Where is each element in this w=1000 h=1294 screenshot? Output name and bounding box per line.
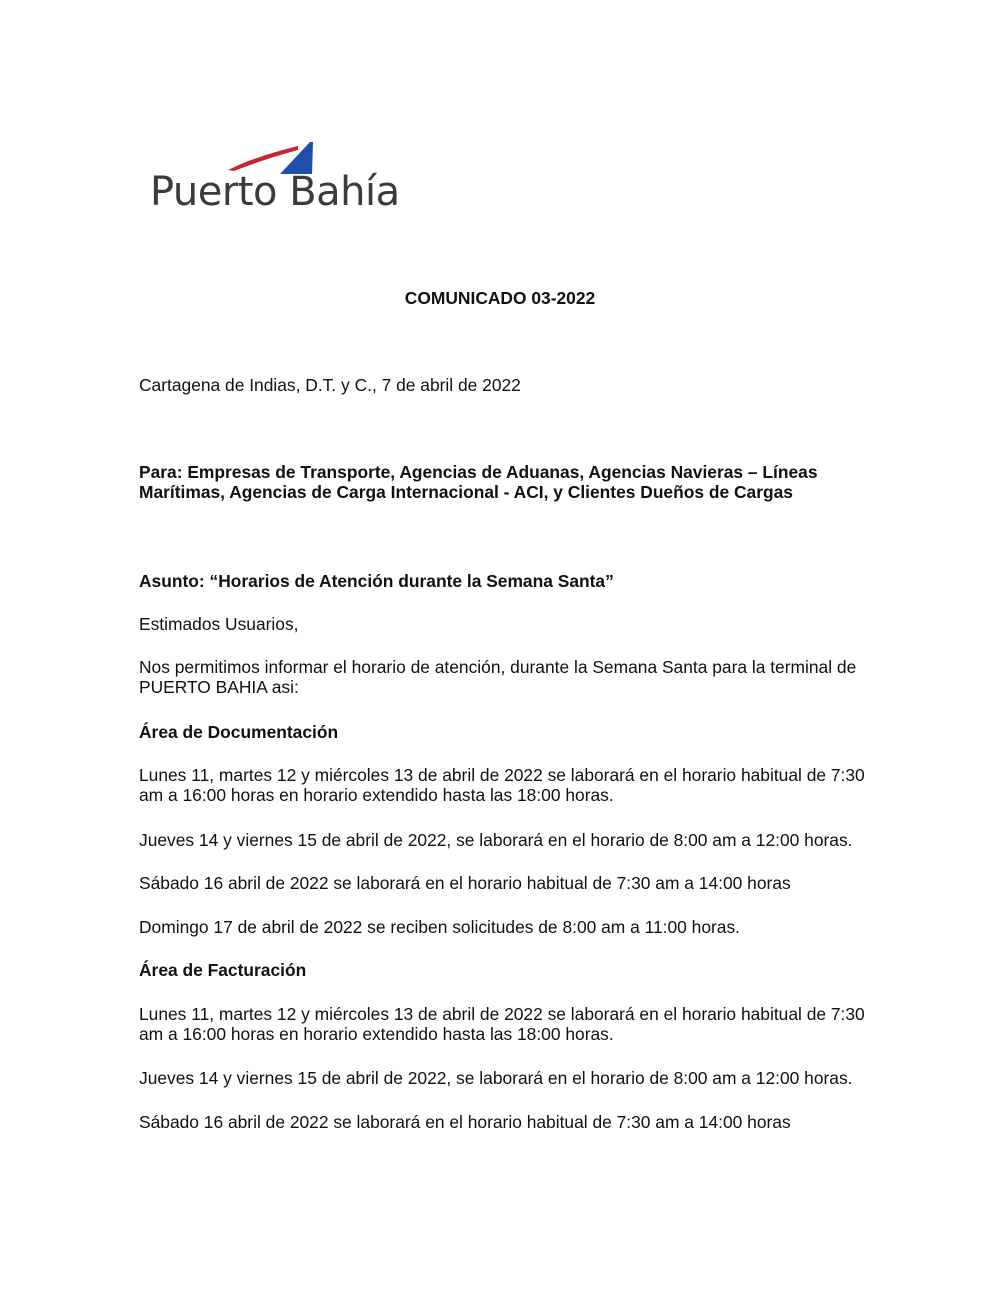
section-heading-documentacion: Área de Documentación [139,722,339,742]
documentacion-paragraph-3: Sábado 16 abril de 2022 se laborará en el horario habitual de 7:30 am a 14:00 horas [139,873,791,893]
facturacion-paragraph-2: Jueves 14 y viernes 15 de abril de 2022, se laborará en el horario de 8:00 am a 12:00 horas. [139,1068,853,1088]
recipients: Para: Empresas de Transporte, Agencias de Aduanas, Agencias Navieras – Líneas Marítimas, Agencias de Carga Internacional - ACI, y Clientes Dueños de Cargas [139,462,818,502]
documentacion-paragraph-2: Jueves 14 y viernes 15 de abril de 2022, se laborará en el horario de 8:00 am a 12:00 horas. [139,830,853,850]
documentacion-paragraph-4: Domingo 17 de abril de 2022 se reciben solicitudes de 8:00 am a 11:00 horas. [139,917,741,937]
facturacion-paragraph-1: Lunes 11, martes 12 y miércoles 13 de abril de 2022 se laborará en el horario habitual de 7:30 am a 16:00 horas en horario extendido hasta las 18:00 horas. [139,1004,865,1044]
logo-text: Puerto Bahía [150,169,400,215]
subject: Asunto: “Horarios de Atención durante la Semana Santa” [139,571,614,591]
place-date: Cartagena de Indias, D.T. y C., 7 de abril de 2022 [139,375,521,395]
document-title: COMUNICADO 03-2022 [404,288,596,308]
greeting: Estimados Usuarios, [139,614,299,634]
intro-paragraph: Nos permitimos informar el horario de atención, durante la Semana Santa para la terminal de PUERTO BAHIA asi: [139,657,857,697]
section-heading-facturacion: Área de Facturación [139,960,307,980]
facturacion-paragraph-3: Sábado 16 abril de 2022 se laborará en el horario habitual de 7:30 am a 14:00 horas [139,1112,791,1132]
company-logo [148,140,398,220]
documentacion-paragraph-1: Lunes 11, martes 12 y miércoles 13 de abril de 2022 se laborará en el horario habitual de 7:30 am a 16:00 horas en horario extendido hasta las 18:00 horas. [139,765,865,805]
